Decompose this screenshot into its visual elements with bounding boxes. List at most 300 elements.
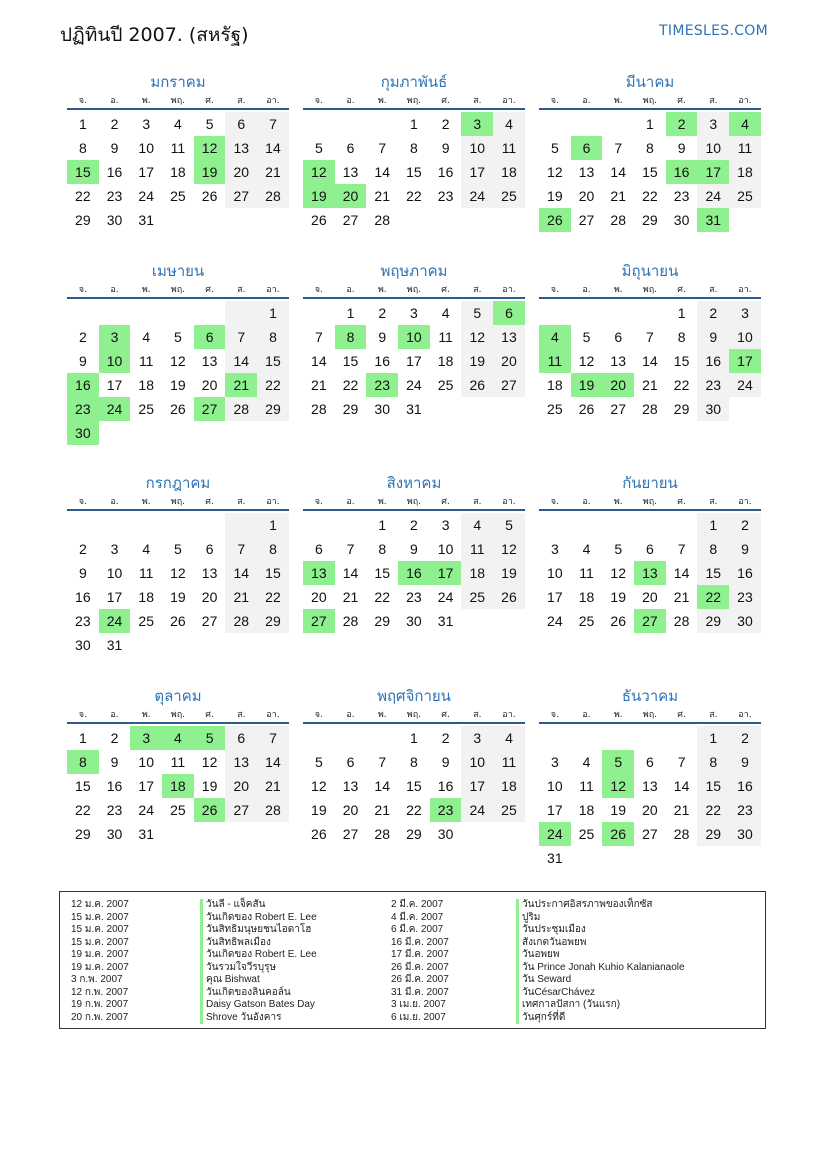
day-cell: 27	[342, 826, 359, 842]
day-cell: 21	[673, 589, 690, 605]
day-cell: 29	[697, 822, 729, 846]
legend-holiday-name: วันประกาศอิสรภาพของเท็กซัส	[516, 899, 685, 912]
day-cell: 7	[346, 541, 355, 557]
day-grid	[303, 112, 525, 232]
day-cell: 19	[311, 802, 327, 818]
day-cell: 30	[673, 212, 690, 228]
day-cell: 1	[257, 513, 289, 537]
empty-cell	[162, 421, 194, 445]
empty-cell	[571, 726, 603, 750]
weekday-label: จ.	[314, 96, 323, 106]
weekday-header	[303, 284, 525, 299]
weekday-label: พ.	[377, 710, 387, 720]
holiday-day-cell: 3	[461, 112, 493, 136]
weekday-label: อ.	[110, 497, 119, 507]
day-cell: 30	[729, 609, 761, 633]
day-cell: 31	[437, 613, 454, 629]
holiday-day-cell: 4	[539, 325, 571, 349]
day-cell: 22	[406, 188, 422, 204]
day-cell: 10	[138, 754, 154, 770]
day-cell: 16	[106, 164, 123, 180]
day-cell: 7	[225, 537, 257, 561]
weekday-label: จ.	[550, 497, 559, 507]
legend-date: 6 มี.ค. 2007	[391, 924, 444, 935]
day-cell: 26	[461, 373, 493, 397]
day-cell: 8	[378, 541, 387, 557]
day-cell: 18	[493, 160, 525, 184]
day-cell: 18	[578, 589, 595, 605]
day-cell: 15	[673, 353, 690, 369]
day-cell: 12	[610, 565, 626, 581]
empty-cell	[571, 112, 603, 136]
legend-date: 12 ม.ค. 2007	[71, 899, 129, 910]
day-cell: 22	[374, 589, 390, 605]
legend-date: 4 มี.ค. 2007	[391, 911, 444, 923]
day-cell: 6	[205, 541, 214, 557]
day-cell: 4	[582, 541, 591, 557]
day-cell: 26	[493, 585, 525, 609]
holiday-day-cell: 27	[303, 609, 335, 633]
weekday-label: อา.	[502, 96, 516, 106]
weekday-label: อา.	[502, 710, 516, 720]
day-cell: 27	[201, 613, 218, 629]
day-cell: 30	[374, 401, 390, 417]
day-cell: 21	[642, 377, 658, 393]
day-cell: 21	[342, 589, 359, 605]
day-cell: 16	[374, 353, 390, 369]
day-cell: 4	[493, 112, 525, 136]
day-cell: 5	[205, 116, 214, 132]
weekday-label: อา.	[266, 710, 280, 720]
day-cell: 26	[610, 613, 626, 629]
day-cell: 5	[461, 301, 493, 325]
empty-cell	[571, 301, 603, 325]
empty-cell	[225, 208, 257, 232]
day-cell: 14	[673, 778, 690, 794]
empty-cell	[634, 846, 666, 870]
day-cell: 2	[78, 541, 87, 557]
month-name: มีนาคม	[625, 73, 675, 91]
day-cell: 10	[697, 136, 729, 160]
day-cell: 21	[374, 188, 390, 204]
empty-cell	[539, 301, 571, 325]
empty-cell	[602, 846, 634, 870]
day-cell: 9	[677, 140, 686, 156]
weekday-label: อา.	[266, 285, 280, 295]
empty-cell	[335, 726, 367, 750]
weekday-label: ศ.	[677, 285, 686, 295]
day-cell: 22	[673, 377, 690, 393]
weekday-header	[539, 709, 761, 724]
weekday-label: พฤ.	[642, 710, 658, 720]
legend-date: 26 มี.ค. 2007	[391, 961, 449, 973]
day-cell: 3	[142, 116, 151, 132]
weekday-label: ศ.	[441, 710, 450, 720]
day-cell: 26	[201, 188, 218, 204]
day-cell: 2	[729, 513, 761, 537]
weekday-label: จ.	[314, 710, 323, 720]
day-cell: 7	[614, 140, 623, 156]
day-cell: 25	[170, 188, 186, 204]
month-block	[303, 473, 525, 633]
day-cell: 7	[378, 140, 387, 156]
day-cell: 18	[437, 353, 454, 369]
day-cell: 17	[406, 353, 422, 369]
day-cell: 3	[110, 541, 119, 557]
empty-cell	[225, 421, 257, 445]
weekday-label: ศ.	[205, 285, 214, 295]
legend-holiday-name: วันสิทธิมนุษยชนไอดาโฮ	[200, 924, 317, 937]
holiday-legend	[59, 891, 766, 1029]
day-cell: 23	[106, 188, 123, 204]
day-cell: 14	[374, 164, 390, 180]
empty-cell	[257, 822, 289, 846]
weekday-label: ศ.	[441, 96, 450, 106]
month-name: สิงหาคม	[386, 474, 442, 492]
day-cell: 15	[342, 353, 359, 369]
day-cell: 15	[406, 164, 422, 180]
day-cell: 25	[493, 184, 525, 208]
day-cell: 30	[437, 826, 454, 842]
day-cell: 18	[547, 377, 563, 393]
empty-cell	[461, 397, 493, 421]
empty-cell	[493, 208, 525, 232]
holiday-day-cell: 6	[493, 301, 525, 325]
empty-cell	[602, 301, 634, 325]
day-cell: 3	[550, 541, 559, 557]
day-cell: 14	[673, 565, 690, 581]
holiday-day-cell: 17	[729, 349, 761, 373]
day-cell: 17	[547, 589, 563, 605]
empty-cell	[366, 726, 398, 750]
day-cell: 22	[697, 798, 729, 822]
day-cell: 29	[75, 826, 91, 842]
day-cell: 9	[410, 541, 418, 557]
day-cell: 1	[78, 730, 87, 746]
holiday-day-cell: 16	[666, 160, 698, 184]
day-cell: 6	[646, 541, 654, 557]
holiday-day-cell: 23	[67, 397, 99, 421]
legend-holiday-name: วันสิทธิพลเมือง	[200, 937, 317, 950]
day-cell: 8	[410, 754, 418, 770]
brand-logo[interactable]: TIMESLES.COM	[659, 23, 768, 39]
empty-cell	[194, 421, 226, 445]
month-name: กันยายน	[622, 474, 678, 492]
weekday-header	[303, 95, 525, 110]
day-cell: 5	[314, 754, 323, 770]
holiday-day-cell: 3	[99, 325, 131, 349]
day-cell: 5	[174, 541, 182, 557]
day-grid	[303, 301, 525, 421]
day-cell: 30	[75, 637, 91, 653]
day-cell: 7	[314, 329, 323, 345]
day-cell: 25	[493, 798, 525, 822]
weekday-header	[303, 496, 525, 511]
weekday-label: อ.	[582, 96, 591, 106]
day-cell: 11	[138, 565, 154, 581]
day-cell: 2	[110, 116, 119, 132]
day-cell: 9	[378, 329, 387, 345]
month-block	[67, 261, 289, 445]
day-cell: 2	[441, 730, 450, 746]
day-cell: 25	[170, 802, 186, 818]
empty-cell	[461, 208, 493, 232]
day-cell: 28	[673, 613, 690, 629]
empty-cell	[67, 513, 99, 537]
day-cell: 15	[374, 565, 390, 581]
legend-date: 16 มี.ค. 2007	[391, 936, 449, 948]
day-cell: 31	[406, 401, 422, 417]
day-cell: 9	[110, 754, 119, 770]
day-cell: 7	[257, 726, 289, 750]
weekday-label: พ.	[377, 497, 387, 507]
legend-date: 19 ก.พ. 2007	[71, 999, 129, 1010]
month-name: มกราคม	[150, 73, 206, 91]
empty-cell	[303, 726, 335, 750]
day-cell: 31	[106, 637, 123, 653]
empty-cell	[493, 609, 525, 633]
day-cell: 20	[311, 589, 327, 605]
day-cell: 18	[729, 160, 761, 184]
weekday-label: พฤ.	[170, 285, 186, 295]
day-cell: 22	[257, 373, 289, 397]
day-cell: 9	[78, 353, 87, 369]
holiday-day-cell: 11	[539, 349, 571, 373]
day-cell: 8	[257, 537, 289, 561]
day-cell: 10	[729, 325, 761, 349]
empty-cell	[194, 208, 226, 232]
day-cell: 24	[437, 589, 454, 605]
day-cell: 1	[257, 301, 289, 325]
weekday-label: พฤ.	[406, 285, 422, 295]
holiday-day-cell: 3	[130, 726, 162, 750]
empty-cell	[571, 513, 603, 537]
day-cell: 6	[314, 541, 323, 557]
day-cell: 26	[311, 826, 327, 842]
day-cell: 23	[673, 188, 690, 204]
weekday-label: ศ.	[205, 497, 214, 507]
day-cell: 20	[225, 774, 257, 798]
empty-cell	[571, 846, 603, 870]
holiday-day-cell: 27	[194, 397, 226, 421]
day-cell: 3	[729, 301, 761, 325]
legend-holiday-name: วันลี - แจ็คสัน	[200, 899, 317, 912]
day-cell: 27	[578, 212, 595, 228]
weekday-label: พ.	[141, 96, 151, 106]
weekday-label: ส.	[237, 96, 246, 106]
day-cell: 8	[78, 140, 87, 156]
legend-holiday-name: วันอพยพ	[516, 949, 685, 962]
legend-holiday-name: วันเกิดของลินคอล์น	[200, 987, 317, 1000]
weekday-label: พ.	[613, 497, 623, 507]
holiday-day-cell: 16	[67, 373, 99, 397]
weekday-label: ศ.	[677, 710, 686, 720]
empty-cell	[634, 513, 666, 537]
day-cell: 27	[225, 184, 257, 208]
day-cell: 11	[493, 750, 525, 774]
weekday-label: อ.	[110, 710, 119, 720]
legend-holiday-name: วันรวมใจวีรบุรุษ	[200, 962, 317, 975]
day-cell: 17	[461, 160, 493, 184]
holiday-day-cell: 20	[335, 184, 367, 208]
weekday-label: อา.	[266, 497, 280, 507]
day-cell: 29	[257, 609, 289, 633]
day-cell: 23	[697, 373, 729, 397]
day-cell: 30	[697, 397, 729, 421]
day-cell: 29	[257, 397, 289, 421]
holiday-day-cell: 6	[571, 136, 603, 160]
holiday-day-cell: 13	[634, 561, 666, 585]
day-cell: 27	[642, 826, 658, 842]
day-cell: 21	[673, 802, 690, 818]
day-cell: 6	[225, 112, 257, 136]
weekday-label: พ.	[141, 710, 151, 720]
day-cell: 25	[578, 613, 595, 629]
day-cell: 2	[441, 116, 450, 132]
day-cell: 13	[225, 750, 257, 774]
day-cell: 25	[138, 401, 154, 417]
empty-cell	[162, 822, 194, 846]
day-cell: 29	[642, 212, 658, 228]
holiday-day-cell: 13	[303, 561, 335, 585]
month-name: มิถุนายน	[621, 262, 679, 280]
day-grid	[539, 301, 761, 421]
weekday-header	[67, 496, 289, 511]
day-cell: 24	[697, 184, 729, 208]
weekday-label: อา.	[502, 285, 516, 295]
day-cell: 3	[461, 726, 493, 750]
day-cell: 28	[342, 613, 359, 629]
day-cell: 28	[673, 826, 690, 842]
holiday-day-cell: 22	[697, 585, 729, 609]
holiday-day-cell: 27	[634, 609, 666, 633]
weekday-label: ส.	[237, 497, 246, 507]
day-cell: 22	[257, 585, 289, 609]
holiday-day-cell: 17	[430, 561, 462, 585]
weekday-label: อ.	[110, 285, 119, 295]
day-grid	[539, 112, 761, 232]
day-cell: 9	[441, 140, 450, 156]
day-cell: 31	[138, 212, 154, 228]
weekday-header	[67, 709, 289, 724]
legend-names-left	[200, 899, 317, 1024]
day-cell: 6	[346, 140, 355, 156]
day-cell: 20	[225, 160, 257, 184]
day-cell: 8	[646, 140, 654, 156]
month-block	[303, 72, 525, 232]
legend-names-right	[516, 899, 685, 1024]
empty-cell	[729, 397, 761, 421]
day-cell: 14	[257, 136, 289, 160]
day-cell: 12	[578, 353, 595, 369]
day-grid	[67, 112, 289, 232]
holiday-day-cell: 19	[571, 373, 603, 397]
day-cell: 3	[550, 754, 559, 770]
day-cell: 16	[437, 778, 454, 794]
holiday-day-cell: 19	[194, 160, 226, 184]
month-block	[539, 473, 761, 633]
day-cell: 18	[578, 802, 595, 818]
empty-cell	[225, 513, 257, 537]
weekday-label: อ.	[346, 710, 355, 720]
empty-cell	[634, 301, 666, 325]
day-cell: 20	[342, 802, 359, 818]
day-cell: 13	[610, 353, 626, 369]
holiday-day-cell: 26	[539, 208, 571, 232]
weekday-label: ส.	[709, 710, 718, 720]
day-cell: 30	[106, 212, 123, 228]
weekday-label: จ.	[550, 710, 559, 720]
weekday-label: อ.	[582, 285, 591, 295]
holiday-day-cell: 15	[67, 160, 99, 184]
empty-cell	[602, 112, 634, 136]
day-cell: 13	[201, 353, 218, 369]
month-block	[303, 686, 525, 846]
day-cell: 18	[493, 774, 525, 798]
day-cell: 1	[677, 305, 686, 321]
weekday-label: พฤ.	[170, 96, 186, 106]
day-cell: 20	[642, 802, 658, 818]
weekday-label: อ.	[346, 497, 355, 507]
legend-date: 12 ก.พ. 2007	[71, 986, 129, 998]
day-cell: 28	[257, 184, 289, 208]
day-cell: 19	[201, 778, 218, 794]
empty-cell	[539, 513, 571, 537]
month-name: ธันวาคม	[621, 687, 679, 705]
day-cell: 15	[406, 778, 422, 794]
weekday-label: ส.	[473, 710, 482, 720]
day-cell: 4	[142, 541, 151, 557]
day-cell: 21	[610, 188, 626, 204]
day-cell: 9	[78, 565, 87, 581]
empty-cell	[493, 822, 525, 846]
day-cell: 13	[578, 164, 595, 180]
weekday-label: พฤ.	[642, 96, 658, 106]
day-cell: 14	[225, 349, 257, 373]
weekday-label: อ.	[582, 710, 591, 720]
holiday-day-cell: 4	[162, 726, 194, 750]
day-cell: 23	[729, 798, 761, 822]
weekday-label: ศ.	[441, 285, 450, 295]
day-grid	[67, 513, 289, 657]
day-cell: 25	[578, 826, 595, 842]
holiday-day-cell: 26	[194, 798, 226, 822]
day-cell: 8	[677, 329, 686, 345]
legend-dates-left	[71, 899, 129, 1024]
day-cell: 26	[170, 401, 186, 417]
legend-date: 15 ม.ค. 2007	[71, 936, 129, 948]
legend-dates-right	[391, 899, 449, 1024]
day-cell: 5	[174, 329, 182, 345]
day-cell: 22	[75, 188, 91, 204]
legend-date: 6 เม.ย. 2007	[391, 1011, 446, 1023]
day-cell: 10	[547, 778, 563, 794]
weekday-label: จ.	[78, 285, 87, 295]
holiday-day-cell: 30	[67, 421, 99, 445]
empty-cell	[666, 846, 698, 870]
day-grid	[539, 513, 761, 633]
holiday-day-cell: 6	[194, 325, 226, 349]
day-cell: 12	[170, 353, 186, 369]
day-cell: 12	[311, 778, 327, 794]
day-cell: 13	[342, 164, 359, 180]
holiday-day-cell: 12	[602, 774, 634, 798]
empty-cell	[130, 633, 162, 657]
holiday-day-cell: 10	[99, 349, 131, 373]
day-cell: 18	[170, 164, 186, 180]
legend-holiday-name: วันประชุมเมือง	[516, 924, 685, 937]
empty-cell	[130, 513, 162, 537]
